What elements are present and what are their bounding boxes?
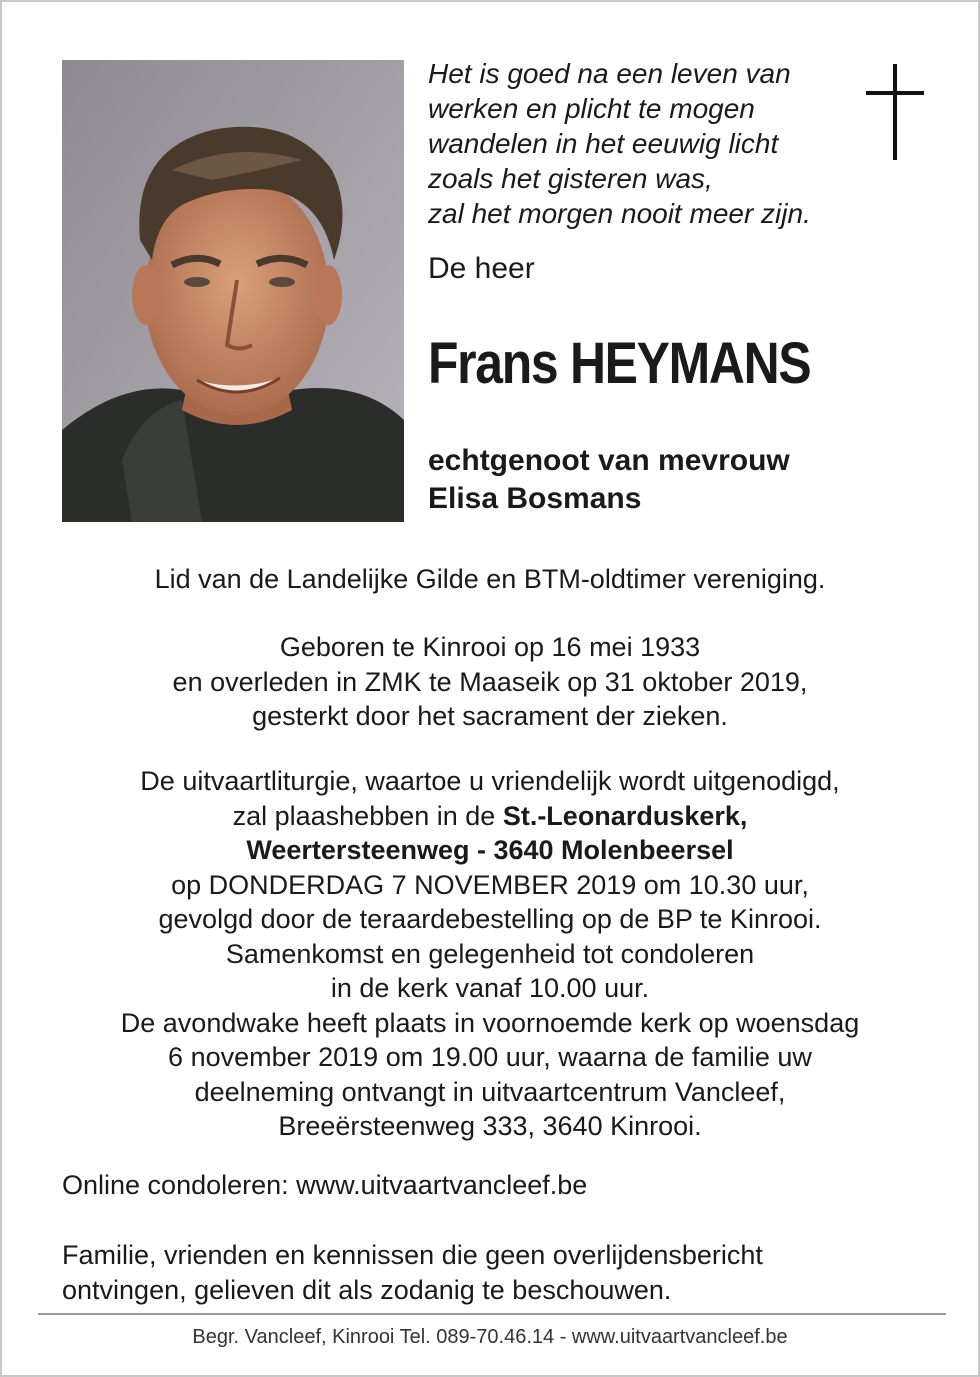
poem-line: zal het morgen nooit meer zijn. xyxy=(428,198,811,229)
wake-date: 6 november 2019 om 19.00 uur, waarna de familie uw xyxy=(168,1042,812,1072)
poem-line: wandelen in het eeuwig licht xyxy=(428,128,779,159)
condolence-line: Samenkomst en gelegenheid tot condoleren xyxy=(225,938,755,969)
burial-line: gevolgd door de teraardebestelling op de BP te Kinrooi. xyxy=(158,904,822,934)
portrait-illustration xyxy=(62,60,404,522)
deceased-name: Frans HEYMANS xyxy=(428,331,811,396)
funeral-line: De uitvaartliturgie, waartoe u vriendelijk wordt uitgenodigd, xyxy=(140,766,840,796)
sacrament-line: gesterkt door het sacrament der zieken. xyxy=(252,701,728,731)
funeral-line-prefix: zal plaashebben in de xyxy=(232,800,503,831)
funeral-date: op DONDERDAG 7 NOVEMBER 2019 om 10.30 uur, xyxy=(171,869,809,900)
funeral-home-footer: Begr. Vancleef, Kinrooi Tel. 089-70.46.14 - www.uitvaartvancleef.be xyxy=(192,1326,788,1348)
online-condolence: Online condoleren: www.uitvaartvancleef.be xyxy=(62,1170,588,1200)
membership-text: Lid van de Landelijke Gilde en BTM-oldtimer vereniging. xyxy=(154,564,826,594)
portrait-photo xyxy=(62,60,404,522)
birth-death-info xyxy=(32,630,948,734)
memorial-poem xyxy=(428,56,868,231)
birth-line: Geboren te Kinrooi op 16 mei 1933 xyxy=(279,632,701,662)
funeral-location-line xyxy=(32,799,948,834)
church-name: St.-Leonarduskerk, xyxy=(502,800,748,831)
honorific-title: De heer xyxy=(428,252,535,285)
family-notice xyxy=(62,1238,942,1307)
poem-line: Het is goed na een leven van xyxy=(428,58,791,89)
wake-address: Breeërsteenweg 333, 3640 Kinrooi. xyxy=(278,1111,702,1141)
notice-line: ontvingen, gelieven dit als zodanig te beschouwen. xyxy=(62,1274,672,1305)
wake-line: De avondwake heeft plaats in voornoemde kerk op woensdag xyxy=(120,1007,860,1038)
notice-line: Familie, vrienden en kennissen die geen overlijdensbericht xyxy=(62,1240,763,1270)
spouse-name: Elisa Bosmans xyxy=(428,482,642,515)
spouse-info xyxy=(428,442,790,518)
cross-icon xyxy=(866,64,924,160)
footer-divider xyxy=(38,1313,946,1315)
spouse-line: echtgenoot van mevrouw xyxy=(428,444,790,477)
funeral-info xyxy=(32,764,948,1144)
death-line: en overleden in ZMK te Maaseik op 31 oktober 2019, xyxy=(172,666,808,697)
church-address: Weertersteenweg - 3640 Molenbeersel xyxy=(246,835,734,865)
poem-line: zoals het gisteren was, xyxy=(428,163,713,194)
wake-location: deelneming ontvangt in uitvaartcentrum Vancleef, xyxy=(194,1076,786,1107)
poem-line: werken en plicht te mogen xyxy=(428,93,755,124)
condolence-time: in de kerk vanaf 10.00 uur. xyxy=(330,973,650,1003)
